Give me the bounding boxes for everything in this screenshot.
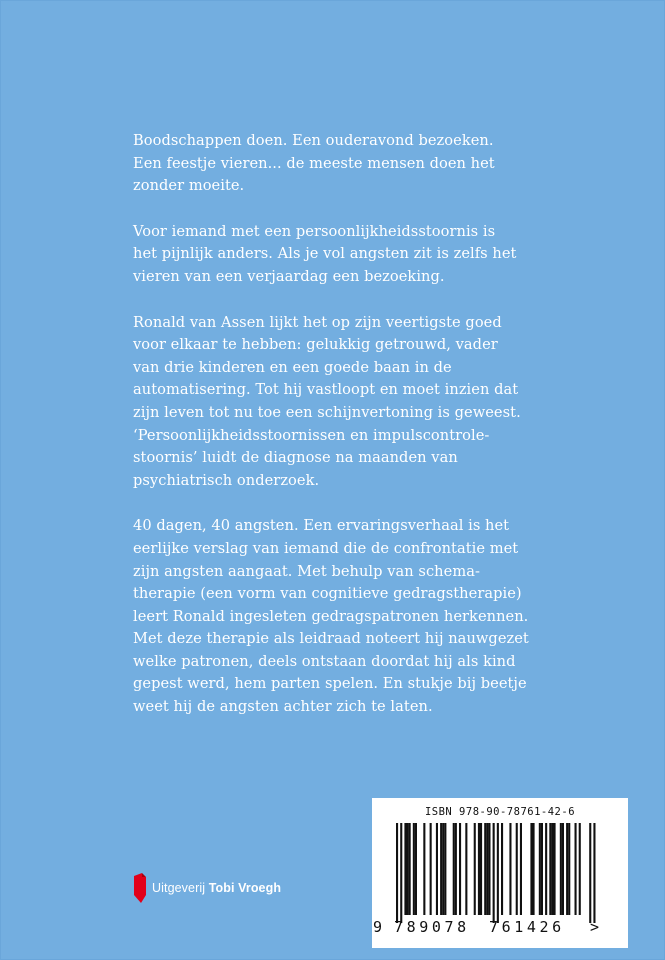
barcode-bar <box>423 823 425 915</box>
blurb-line: vieren van een verjaardag een bezoeking. <box>133 267 445 285</box>
barcode-bar <box>488 823 490 915</box>
ean-quiet-zone-marker: > <box>590 918 600 936</box>
blurb-line: van drie kinderen en een goede baan in de <box>133 358 452 376</box>
barcode-bar <box>549 823 551 915</box>
blurb-line: zonder moeite. <box>133 177 245 195</box>
barcode-bar <box>415 823 417 915</box>
publisher-name-bold: Tobi Vroegh <box>208 881 282 895</box>
blurb-line: het pijnlijk anders. Als je vol angsten zit is zelfs het <box>133 245 517 263</box>
barcode-bar <box>579 823 581 915</box>
barcode-bar <box>465 823 467 915</box>
barcode-bar <box>459 823 461 915</box>
barcode-bar <box>539 823 541 915</box>
blurb-paragraph-3 <box>133 312 633 493</box>
barcode-bar <box>484 823 486 915</box>
barcode-bars <box>386 823 614 923</box>
blurb-line: voor elkaar te hebben: gelukkig getrouwd, vader <box>133 336 498 354</box>
barcode-bar <box>442 823 444 915</box>
barcode-bar <box>493 823 495 923</box>
barcode-bar <box>486 823 488 915</box>
blurb-paragraph-4 <box>133 515 633 718</box>
barcode-bar <box>566 823 568 915</box>
barcode-bar <box>430 823 432 915</box>
blurb-line: leert Ronald ingesleten gedragspatronen herkennen. <box>133 607 529 625</box>
ean-group-left: 789078 <box>394 918 470 936</box>
blurb-line: stoornis’ luidt de diagnose na maanden van <box>133 449 458 467</box>
blurb-line: Voor iemand met een persoonlijkheidsstoornis is <box>133 222 496 240</box>
blurb-line: 40 dagen, 40 angsten. Een ervaringsverhaal is het <box>133 517 510 535</box>
barcode-bar <box>560 823 562 915</box>
barcode-bar <box>455 823 457 915</box>
blurb-line: ‘Persoonlijkheidsstoornissen en impulscontrole- <box>133 426 490 444</box>
barcode-bar <box>593 823 595 923</box>
blurb-line: zijn leven tot nu toe een schijnvertoning is geweest. <box>133 403 521 421</box>
barcode-bar <box>516 823 518 915</box>
publisher-logo-icon <box>133 873 147 903</box>
barcode-bar <box>520 823 522 915</box>
barcode-block <box>372 798 628 948</box>
blurb-line: psychiatrisch onderzoek. <box>133 471 320 489</box>
blurb-line: welke patronen, deels ontstaan doordat hij als kind <box>133 652 516 670</box>
ean-group-right: 761426 <box>489 918 565 936</box>
barcode-bar <box>545 823 547 915</box>
blurb-line: therapie (een vorm van cognitieve gedragstherapie) <box>133 585 522 603</box>
barcode-bar <box>589 823 591 923</box>
barcode-bar <box>474 823 476 915</box>
barcode-bar <box>436 823 438 915</box>
barcode-bar <box>541 823 543 915</box>
blurb-line: automatisering. Tot hij vastloopt en moet inzien dat <box>133 381 519 399</box>
barcode-bar <box>409 823 411 915</box>
blurb-line: Een feestje vieren... de meeste mensen doen het <box>133 154 495 172</box>
publisher-name <box>152 881 281 895</box>
barcode-bar <box>530 823 532 915</box>
barcode-bar <box>444 823 446 915</box>
barcode-bar <box>554 823 556 915</box>
blurb-line: weet hij de angsten achter zich te laten. <box>133 698 433 716</box>
blurb-text <box>133 130 633 742</box>
barcode-bar <box>404 823 406 915</box>
blurb-line: Ronald van Assen lijkt het op zijn veertigste goed <box>133 313 502 331</box>
blurb-line: gepest werd, hem parten spelen. En stukje bij beetje <box>133 675 527 693</box>
ean-first-digit: 9 <box>373 918 383 936</box>
barcode-bar <box>407 823 409 915</box>
blurb-line: Met deze therapie als leidraad noteert hij nauwgezet <box>133 630 529 648</box>
barcode-bar <box>501 823 503 915</box>
barcode-bar <box>551 823 553 915</box>
isbn-label: ISBN 978-90-78761-42-6 <box>424 806 576 818</box>
barcode-bar <box>480 823 482 915</box>
blurb-line: zijn angsten aangaat. Met behulp van schema- <box>133 562 480 580</box>
blurb-paragraph-2 <box>133 221 633 289</box>
barcode-bar <box>509 823 511 915</box>
barcode-bar <box>568 823 570 915</box>
barcode-bar <box>413 823 415 915</box>
barcode-bar <box>400 823 402 923</box>
barcode-bar <box>478 823 480 915</box>
barcode-bar <box>453 823 455 915</box>
publisher-prefix: Uitgeverij <box>152 881 206 895</box>
barcode-bar <box>396 823 398 923</box>
blurb-line: Boodschappen doen. Een ouderavond bezoeken. <box>133 132 494 149</box>
barcode-bar <box>497 823 499 923</box>
barcode-bar <box>440 823 442 915</box>
barcode-bar <box>533 823 535 915</box>
publisher-imprint <box>133 873 281 903</box>
blurb-paragraph-1 <box>133 130 633 198</box>
barcode-bar <box>562 823 564 915</box>
barcode-bar <box>575 823 577 915</box>
blurb-line: eerlijke verslag van iemand die de confrontatie met <box>133 539 519 557</box>
